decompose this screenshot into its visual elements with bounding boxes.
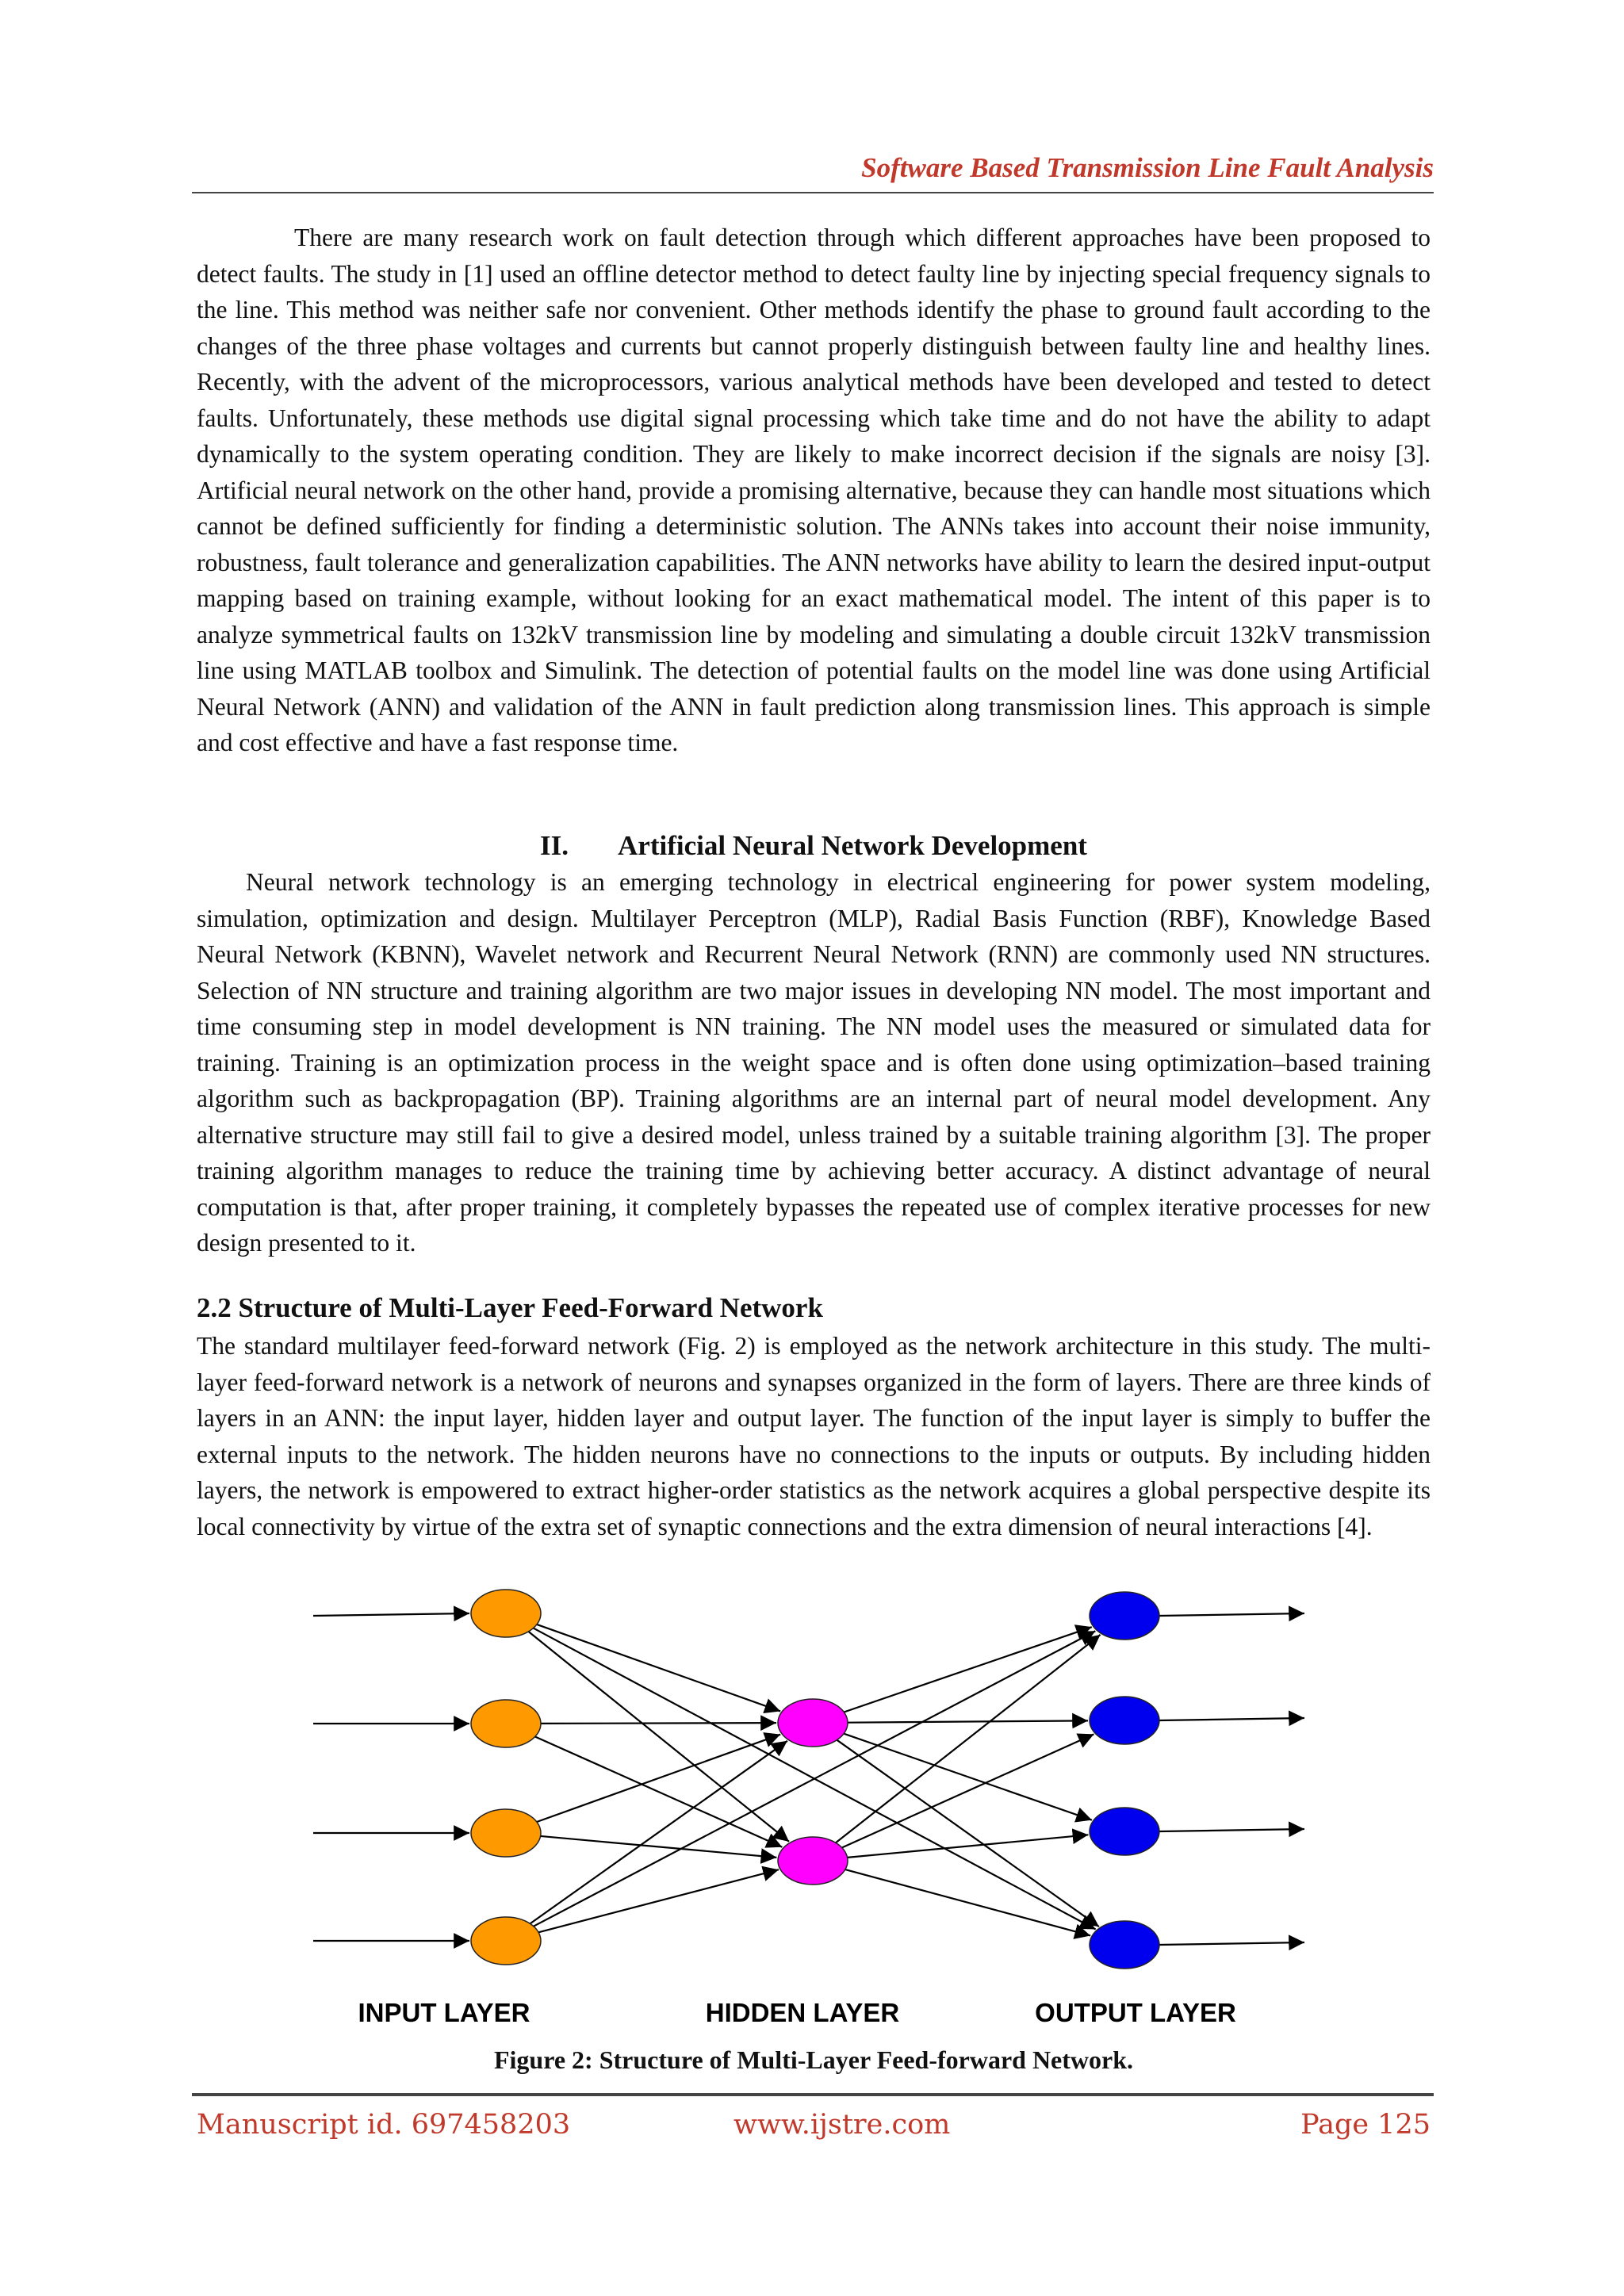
- input-neuron: [471, 1917, 541, 1965]
- hidden-output-connection: [845, 1869, 1090, 1935]
- header-rule: [192, 192, 1434, 193]
- input-arrow: [313, 1613, 469, 1616]
- input-hidden-connection: [535, 1736, 783, 1846]
- hidden-neuron: [778, 1699, 848, 1747]
- hidden-output-connection: [848, 1720, 1088, 1722]
- hidden-output-connection: [842, 1734, 1094, 1847]
- paragraph-intro: There are many research work on fault detection through which different approaches have been proposed to detect faults. The study in [1] used an offline detector method to detect faulty line by injecting special frequency signals to the line. This method was neither safe nor convenient. Other methods identify the phase to ground fault according to the changes of the three phase voltages and currents but cannot properly distinguish between faulty line and healthy lines. Recently, with the advent of the microprocessors, various analytical methods have been developed and tested to detect faults. Unfortunately, these methods use digital signal processing which take time and do not have the ability to adapt dynamically to the system operating condition. They are likely to make incorrect decision if the signals are noisy [3]. Artificial neural network on the other hand, provide a promising alternative, because they can handle most situations which cannot be defined sufficiently for finding a deterministic solution. The ANNs takes into account their noise immunity, robustness, fault tolerance and generalization capabilities. The ANN networks have ability to learn the desired input-output mapping based on training example, without looking for an exact mathematical model. The intent of this paper is to analyze symmetrical faults on 132kV transmission line by modeling and simulating a double circuit 132kV transmission line using MATLAB toolbox and Simulink. The detection of potential faults on the model line was done using Artificial Neural Network (ANN) and validation of the ANN in fault prediction along transmission lines. This approach is simple and cost effective and have a fast response time.: [197, 224, 1431, 756]
- input-neuron: [471, 1809, 541, 1857]
- paragraph-ann-development: Neural network technology is an emerging technology in electrical engineering for power system modeling, simulation, optimization and design. Multilayer Perceptron (MLP), Radial Basis Function (RBF), Knowledge Based Neural Network (KBNN), Wavelet network and Recurrent Neural Network (RNN) are commonly used NN structures. Selection of NN structure and training algorithm are two major issues in developing NN model. The most important and time consuming step in model development is NN training. The NN model uses the measured or simulated data for training. Training is an optimization process in the weight space and is often done using optimization–based training algorithm such as backpropagation (BP). Training algorithms are an internal part of neural model development. Any alternative structure may still fail to give a desired model, unless trained by a suitable training algorithm [3]. The proper training algorithm manages to reduce the training time by achieving better accuracy. A distinct advantage of neural computation is that, after proper training, it completely bypasses the repeated use of complex iterative processes for new design presented to it.: [197, 868, 1431, 1257]
- running-title: Software Based Transmission Line Fault Analysis: [861, 152, 1434, 183]
- hidden-output-connection: [837, 1740, 1099, 1927]
- section-number: II.: [540, 830, 569, 861]
- output-neuron: [1090, 1592, 1159, 1640]
- input-neuron: [471, 1700, 541, 1747]
- section-title: Artificial Neural Network Development: [618, 830, 1087, 861]
- network-diagram-svg: [301, 1578, 1332, 2053]
- subsection-heading: 2.2 Structure of Multi-Layer Feed-Forward Network: [197, 1292, 823, 1323]
- input-neuron: [471, 1590, 541, 1637]
- output-arrow: [1159, 1718, 1304, 1720]
- output-neuron: [1090, 1921, 1159, 1969]
- output-arrow: [1159, 1942, 1304, 1945]
- section-heading-ii: [197, 830, 1431, 862]
- input-hidden-connection: [541, 1836, 777, 1858]
- page-number: Page 125: [1300, 2109, 1431, 2141]
- hidden-neuron: [778, 1837, 848, 1885]
- input-hidden-connection: [541, 1723, 776, 1724]
- input-hidden-connection: [538, 1869, 779, 1932]
- output-arrow: [1159, 1613, 1304, 1616]
- output-neuron: [1090, 1808, 1159, 1855]
- output-arrow: [1159, 1829, 1304, 1831]
- footer-rule: [192, 2093, 1434, 2096]
- input-layer-label: INPUT LAYER: [358, 1998, 530, 2027]
- hidden-output-connection: [848, 1835, 1089, 1858]
- hidden-layer-label: HIDDEN LAYER: [705, 1998, 900, 2027]
- figure-caption: Figure 2: Structure of Multi-Layer Feed-forward Network.: [493, 2045, 1134, 2074]
- input-hidden-connection: [537, 1735, 780, 1822]
- network-diagram: [301, 1578, 1332, 2053]
- manuscript-id: Manuscript id. 697458203: [197, 2109, 571, 2141]
- hidden-output-connection: [844, 1627, 1092, 1712]
- output-neuron: [1090, 1697, 1159, 1744]
- output-layer-label: OUTPUT LAYER: [1035, 1998, 1236, 2027]
- hidden-output-connection: [836, 1635, 1101, 1843]
- paragraph-structure: The standard multilayer feed-forward network (Fig. 2) is employed as the network architecture in this study. The multi-layer feed-forward network is a network of neurons and synapses organized in the form of layers. There are three kinds of layers in an ANN: the input layer, hidden layer and output layer. The function of the input layer is simply to buffer the external inputs to the network. The hidden neurons have no connections to the inputs or outputs. By including hidden layers, the network is empowered to extract higher-order statistics as the network acquires a global perspective despite its local connectivity by virtue of the extra set of synaptic connections and the extra dimension of neural interactions [4].: [197, 1332, 1431, 1540]
- website-link[interactable]: www.ijstre.com: [733, 2109, 951, 2141]
